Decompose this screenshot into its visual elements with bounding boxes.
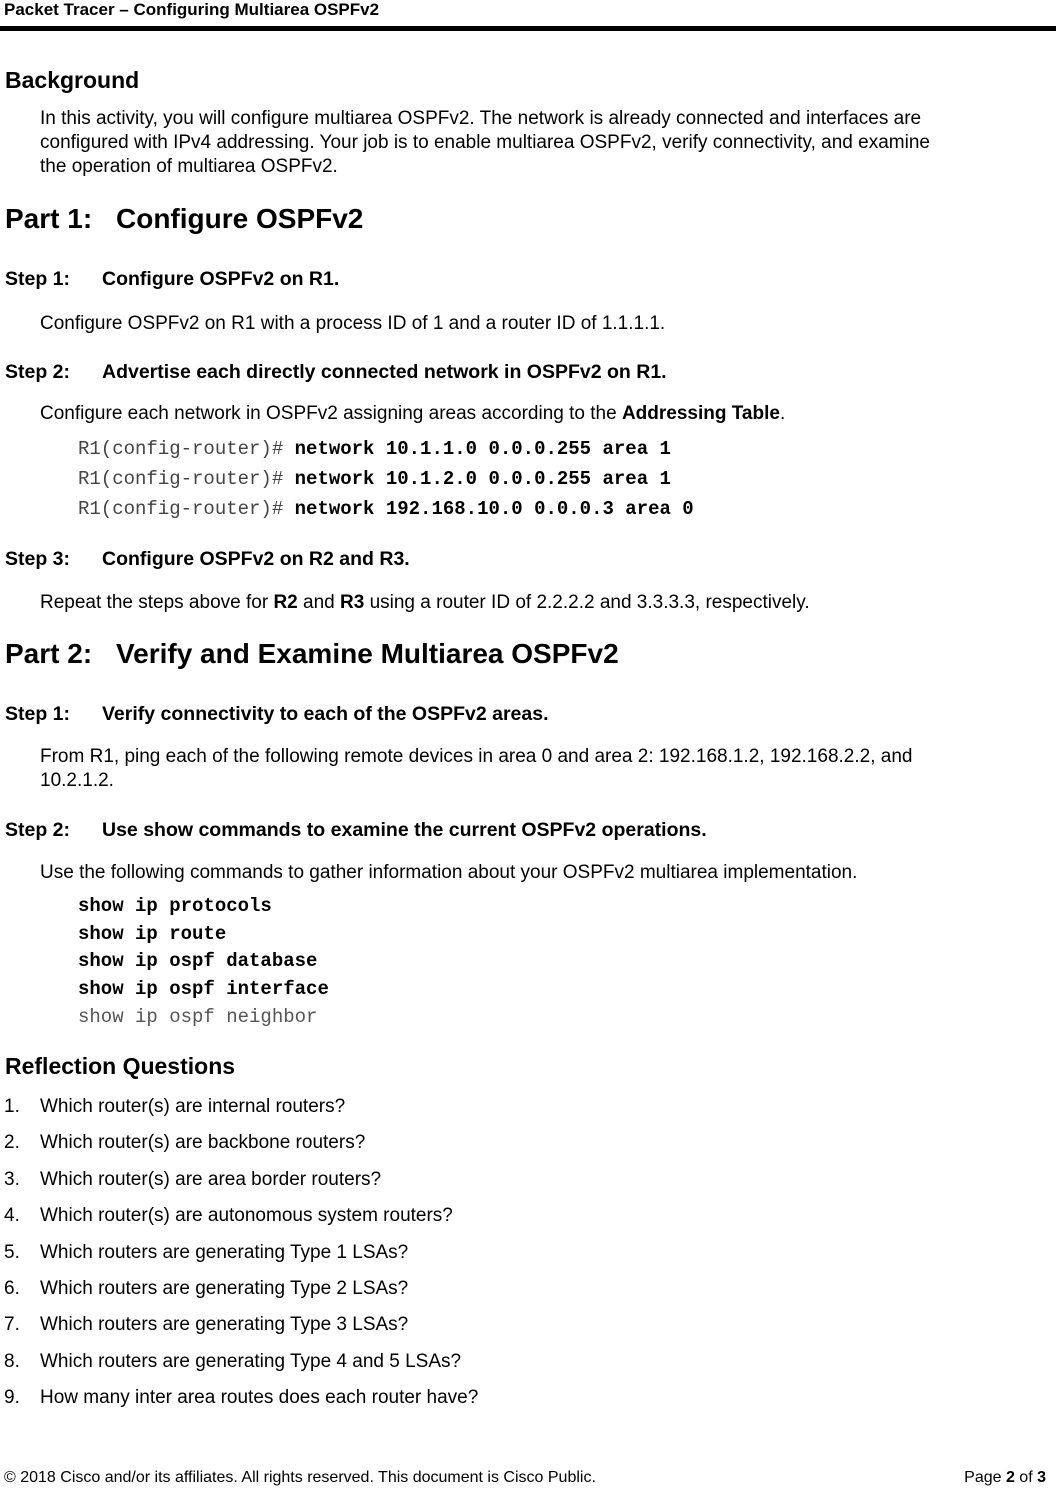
part2-number: Part 2: bbox=[5, 638, 93, 669]
part2-step1-text bbox=[40, 745, 1035, 793]
part1-step1-heading bbox=[5, 268, 339, 291]
document-title: Packet Tracer – Configuring Multiarea OSPFv2 bbox=[4, 0, 380, 19]
step-number: Step 2: bbox=[5, 819, 71, 841]
cli-command: network 10.1.1.0 0.0.0.255 area 1 bbox=[294, 438, 671, 460]
page-label: Page bbox=[964, 1469, 1006, 1486]
show-command: show ip ospf neighbor bbox=[78, 1006, 318, 1028]
total-pages: 3 bbox=[1037, 1469, 1046, 1486]
step-title: Configure OSPFv2 on R2 and R3. bbox=[102, 548, 410, 570]
footer-copyright: © 2018 Cisco and/or its affiliates. All rights reserved. This document is Cisco Public. bbox=[4, 1469, 596, 1486]
step-title: Configure OSPFv2 on R1. bbox=[102, 268, 340, 290]
step-number: Step 2: bbox=[5, 361, 71, 383]
cli-command: network 10.1.2.0 0.0.0.255 area 1 bbox=[294, 468, 671, 490]
text-run: using a router ID of 2.2.2.2 and 3.3.3.3, respectively. bbox=[364, 592, 810, 613]
of-label: of bbox=[1014, 1469, 1038, 1486]
reflection-heading: Reflection Questions bbox=[5, 1053, 236, 1079]
step-title: Advertise each directly connected network in OSPFv2 on R1. bbox=[102, 361, 667, 383]
part1-step2-text bbox=[40, 402, 1035, 426]
addressing-table-ref: Addressing Table bbox=[621, 403, 780, 424]
question-text: How many inter area routes does each router have? bbox=[40, 1387, 479, 1408]
step-number: Step 3: bbox=[5, 548, 71, 570]
background-text bbox=[40, 107, 1035, 179]
question-text: Which routers are generating Type 4 and 5 LSAs? bbox=[40, 1351, 462, 1372]
question-number: 2. bbox=[4, 1132, 20, 1153]
part1-step3-heading bbox=[5, 548, 410, 571]
show-command: show ip ospf interface bbox=[78, 978, 329, 1000]
code-line bbox=[78, 498, 694, 520]
part1-step1-text: Configure OSPFv2 on R1 with a process ID of 1 and a router ID of 1.1.1.1. bbox=[40, 313, 666, 334]
part2-heading bbox=[5, 638, 619, 670]
cli-prompt: R1(config-router)# bbox=[78, 498, 295, 520]
text-run: and bbox=[297, 592, 340, 613]
text-run: . bbox=[779, 403, 786, 424]
header-rule bbox=[0, 26, 1056, 31]
step-title: Verify connectivity to each of the OSPFv2 areas. bbox=[102, 703, 549, 725]
part2-title: Verify and Examine Multiarea OSPFv2 bbox=[116, 638, 619, 669]
question-number: 4. bbox=[4, 1205, 20, 1226]
show-command: show ip protocols bbox=[78, 895, 272, 917]
background-line: In this activity, you will configure multiarea OSPFv2. The network is already connected and interfaces are bbox=[40, 108, 922, 129]
device-ref: R2 bbox=[273, 592, 298, 613]
question-text: Which routers are generating Type 3 LSAs? bbox=[40, 1314, 409, 1335]
background-heading: Background bbox=[5, 67, 140, 93]
question-number: 5. bbox=[4, 1242, 20, 1263]
text-line: 10.2.1.2. bbox=[40, 770, 114, 791]
cli-prompt: R1(config-router)# bbox=[78, 468, 295, 490]
footer-page-number bbox=[964, 1469, 1046, 1487]
part1-number: Part 1: bbox=[5, 203, 93, 234]
part2-step2-heading bbox=[5, 819, 707, 842]
code-line bbox=[78, 438, 671, 460]
text-run: Repeat the steps above for bbox=[40, 592, 274, 613]
step-number: Step 1: bbox=[5, 268, 71, 290]
question-number: 8. bbox=[4, 1351, 20, 1372]
part1-step3-text bbox=[40, 591, 1035, 615]
page-header bbox=[0, 0, 1056, 32]
question-text: Which routers are generating Type 1 LSAs? bbox=[40, 1242, 409, 1263]
device-ref: R3 bbox=[340, 592, 365, 613]
step-number: Step 1: bbox=[5, 703, 71, 725]
question-text: Which router(s) are backbone routers? bbox=[40, 1132, 366, 1153]
cli-prompt: R1(config-router)# bbox=[78, 438, 295, 460]
background-line: the operation of multiarea OSPFv2. bbox=[40, 156, 338, 177]
current-page: 2 bbox=[1005, 1469, 1015, 1486]
question-text: Which router(s) are area border routers? bbox=[40, 1169, 382, 1190]
question-number: 7. bbox=[4, 1314, 20, 1335]
question-number: 9. bbox=[4, 1387, 20, 1408]
question-number: 1. bbox=[4, 1096, 20, 1117]
part1-title: Configure OSPFv2 bbox=[116, 203, 364, 234]
question-text: Which router(s) are autonomous system routers? bbox=[40, 1205, 453, 1226]
background-line: configured with IPv4 addressing. Your job is to enable multiarea OSPFv2, verify connectivity, and examine bbox=[40, 132, 930, 153]
question-text: Which routers are generating Type 2 LSAs? bbox=[40, 1278, 409, 1299]
part2-step2-text: Use the following commands to gather information about your OSPFv2 multiarea implementation. bbox=[40, 862, 858, 883]
question-text: Which router(s) are internal routers? bbox=[40, 1096, 346, 1117]
code-line bbox=[78, 468, 671, 490]
show-command: show ip route bbox=[78, 923, 227, 945]
text-line: From R1, ping each of the following remote devices in area 0 and area 2: 192.168.1.2, 192.168.2.2, and bbox=[40, 746, 913, 767]
cli-command: network 192.168.10.0 0.0.0.3 area 0 bbox=[294, 498, 694, 520]
question-number: 6. bbox=[4, 1278, 20, 1299]
show-command: show ip ospf database bbox=[78, 950, 318, 972]
text-run: Configure each network in OSPFv2 assigning areas according to the bbox=[40, 403, 622, 424]
part1-heading bbox=[5, 203, 363, 235]
part1-step2-heading bbox=[5, 361, 667, 384]
part2-step1-heading bbox=[5, 703, 549, 726]
question-number: 3. bbox=[4, 1169, 20, 1190]
step-title: Use show commands to examine the current OSPFv2 operations. bbox=[102, 819, 707, 841]
